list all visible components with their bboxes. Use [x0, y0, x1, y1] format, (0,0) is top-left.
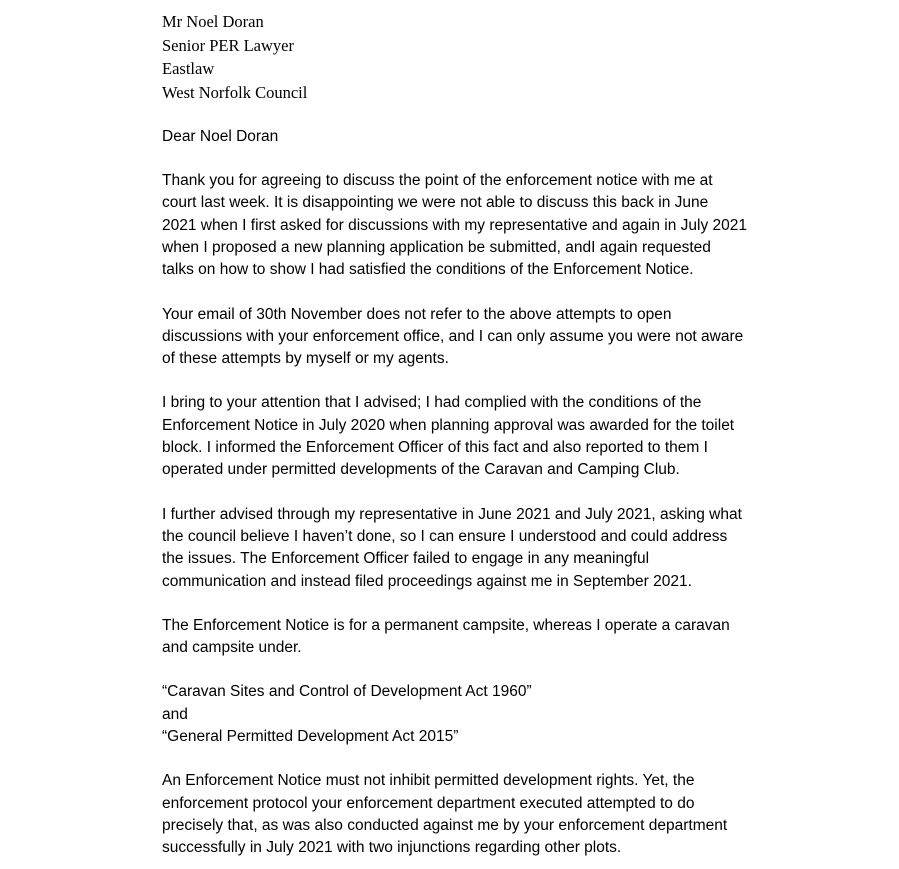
recipient-council: West Norfolk Council — [162, 83, 308, 103]
paragraph-line: the council believe I haven’t done, so I can ensure I understood and could address — [162, 527, 728, 545]
acts-list — [162, 681, 862, 748]
paragraph-line: I further advised through my representative in June 2021 and July 2021, asking what — [162, 505, 742, 523]
recipient-name: Mr Noel Doran — [162, 12, 264, 31]
paragraph-5 — [162, 615, 862, 660]
paragraph-line: when I proposed a new planning application be submitted, andI again requested — [162, 239, 711, 256]
paragraph-line: and campsite under. — [162, 639, 302, 657]
acts-conjunction: and — [162, 705, 188, 723]
paragraph-4 — [162, 504, 862, 593]
paragraph-1 — [162, 170, 862, 281]
paragraph-line: Thank you for agreeing to discuss the point of the enforcement notice with me at — [162, 172, 713, 190]
paragraph-line: talks on how to show I had satisfied the conditions of the Enforcement Notice. — [162, 261, 694, 279]
paragraph-line: 2021 when I first asked for discussions with my representative and again in July 2021 — [162, 216, 748, 234]
paragraph-line: operated under permitted developments of the Caravan and Camping Club. — [162, 461, 680, 479]
recipient-address-block — [162, 10, 862, 105]
act-caravan-sites: “Caravan Sites and Control of Development Act 1960” — [162, 683, 532, 701]
paragraph-line: An Enforcement Notice must not inhibit permitted development rights. Yet, the — [162, 772, 695, 790]
paragraph-line: the issues. The Enforcement Officer failed to engage in any meaningful — [162, 550, 650, 568]
paragraph-line: Enforcement Notice in July 2020 when planning approval was awarded for the toilet — [162, 416, 735, 434]
paragraph-line: discussions with your enforcement office, and I can only assume you were not aware — [162, 327, 744, 345]
act-general-permitted-development: “General Permitted Development Act 2015” — [162, 728, 459, 746]
paragraph-line: of these attempts by myself or my agents. — [162, 350, 449, 368]
paragraph-line: block. I informed the Enforcement Officer of this fact and also reported to them I — [162, 439, 708, 457]
paragraph-3 — [162, 392, 862, 481]
recipient-title: Senior PER Lawyer — [162, 35, 294, 55]
paragraph-line: court last week. It is disappointing we were not able to discuss this back in June — [162, 194, 709, 212]
paragraph-line: successfully in July 2021 with two injunctions regarding other plots. — [162, 839, 622, 857]
paragraph-2 — [162, 304, 862, 371]
paragraph-line: precisely that, as was also conducted against me by your enforcement department — [162, 816, 728, 834]
salutation: Dear Noel Doran — [162, 127, 279, 145]
closing-paragraph — [162, 770, 862, 859]
recipient-organisation: Eastlaw — [162, 59, 215, 79]
paragraph-line: enforcement protocol your enforcement department executed attempted to do — [162, 794, 695, 812]
paragraph-line: Your email of 30th November does not refer to the above attempts to open — [162, 305, 672, 323]
letter-document — [162, 10, 862, 860]
paragraph-line: communication and instead filed proceedings against me in September 2021. — [162, 572, 692, 590]
paragraph-line: I bring to your attention that I advised; I had complied with the conditions of the — [162, 394, 702, 412]
paragraph-line: The Enforcement Notice is for a permanent campsite, whereas I operate a caravan — [162, 616, 730, 634]
